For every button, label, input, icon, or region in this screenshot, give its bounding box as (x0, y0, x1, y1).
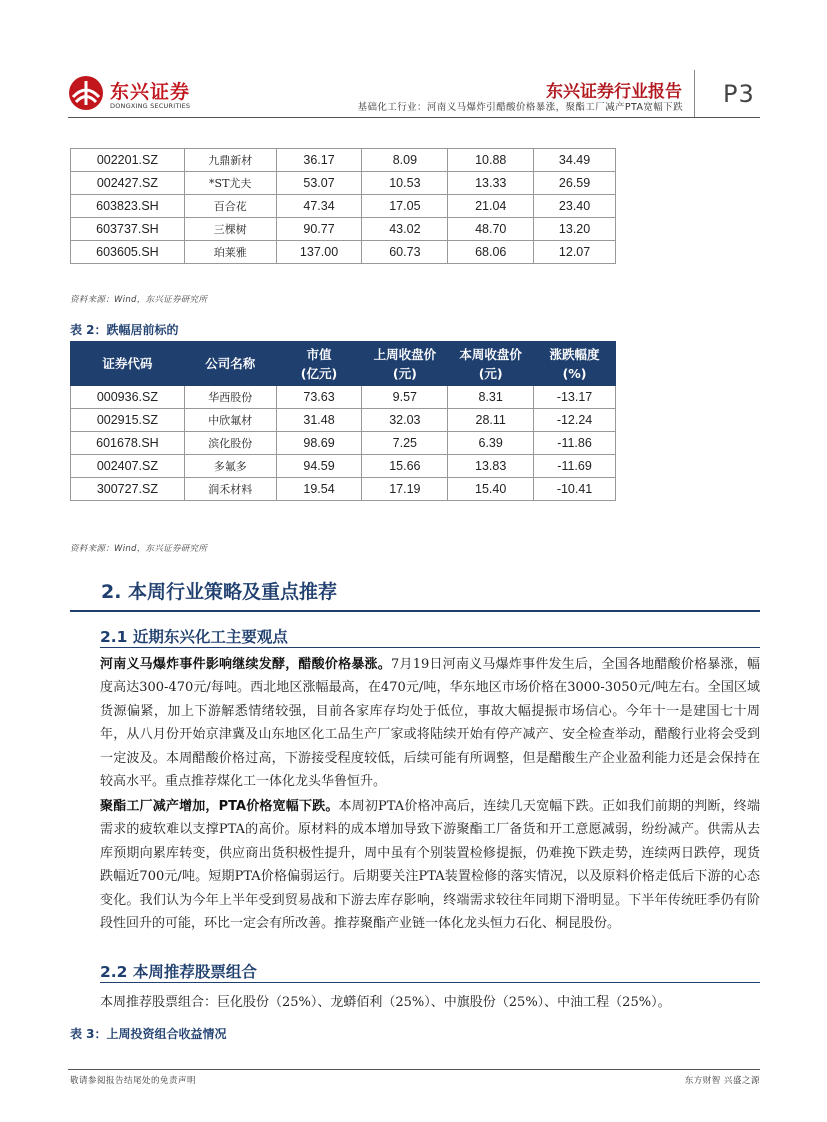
column-header (184, 342, 276, 386)
column-header (534, 342, 616, 386)
paragraph-acetic-acid (100, 653, 760, 793)
stock-code-cell: 603823.SH (71, 195, 185, 218)
table-row (71, 218, 616, 241)
column-header-line: (亿元) (300, 365, 338, 381)
section-heading: 2. 本周行业策略及重点推荐 (101, 581, 338, 603)
subsection-heading-2-2: 2.2 本周推荐股票组合 (100, 963, 257, 981)
value-cell: 15.66 (362, 455, 448, 478)
value-cell: 34.49 (534, 149, 616, 172)
company-name-cell: 三棵树 (184, 218, 276, 241)
column-header (71, 342, 185, 386)
table-row (71, 478, 616, 501)
dongxing-logo-icon (68, 75, 104, 111)
value-cell: 137.00 (276, 241, 362, 264)
value-cell: -11.69 (534, 455, 616, 478)
table-row (71, 432, 616, 455)
column-header-line: 上周收盘价 (373, 346, 437, 362)
company-name-cell: 滨化股份 (184, 432, 276, 455)
company-name-cell: 多氟多 (184, 455, 276, 478)
subsection-rule (100, 647, 760, 648)
company-name-cell: 百合花 (184, 195, 276, 218)
value-cell: 43.02 (362, 218, 448, 241)
column-header-line: 本周收盘价 (459, 346, 522, 362)
footer-slogan: 东方财智 兴盛之源 (684, 1076, 760, 1086)
table-row (71, 241, 616, 264)
value-cell: 23.40 (534, 195, 616, 218)
table3-caption: 表 3：上周投资组合收益情况 (70, 1027, 227, 1041)
paragraph-lead: 聚酯工厂减产增加，PTA价格宽幅下跌。 (100, 799, 339, 814)
value-cell: 15.40 (448, 478, 534, 501)
table-row (71, 149, 616, 172)
value-cell: -13.17 (534, 386, 616, 409)
value-cell: 10.53 (362, 172, 448, 195)
value-cell: 10.88 (448, 149, 534, 172)
header-divider (694, 70, 695, 118)
value-cell: 48.70 (448, 218, 534, 241)
value-cell: 31.48 (276, 409, 362, 432)
value-cell: -10.41 (534, 478, 616, 501)
company-name-cell: 珀莱雅 (184, 241, 276, 264)
value-cell: 94.59 (276, 455, 362, 478)
value-cell: 98.69 (276, 432, 362, 455)
column-header-line: 证券代码 (102, 356, 153, 371)
column-header (276, 342, 362, 386)
table-row (71, 172, 616, 195)
column-header-line: 涨跌幅度 (549, 346, 600, 362)
column-header-line: (元) (392, 365, 417, 381)
table-row (71, 195, 616, 218)
table-row (71, 455, 616, 478)
company-name-cell: 润禾材料 (184, 478, 276, 501)
table-row (71, 386, 616, 409)
report-type-title: 东兴证券行业报告 (546, 82, 682, 102)
paragraph-pta (100, 795, 760, 935)
value-cell: 28.11 (448, 409, 534, 432)
page-number: P3 (723, 80, 755, 108)
value-cell: 8.09 (362, 149, 448, 172)
value-cell: 7.25 (362, 432, 448, 455)
company-logo (68, 75, 196, 115)
stock-code-cell: 000936.SZ (71, 386, 185, 409)
stock-code-cell: 300727.SZ (71, 478, 185, 501)
company-name-cell: *ST尤夫 (184, 172, 276, 195)
value-cell: 9.57 (362, 386, 448, 409)
top-gainers-table (70, 148, 616, 264)
header-rule (68, 117, 760, 118)
paragraph-body: 本周初PTA价格冲高后，连续几天宽幅下跌。正如我们前期的判断，终端需求的疲软难以支撑PTA的高价。原材料的成本增加导致下游聚酯工厂备货和开工意愿减弱，纷纷减产。供需从去库预期向累库转变，供应商出货积极性提升，周中虽有个别装置检修提振，仍难挽下跌走势，连续两日跌停，现货跌幅近700元/吨。短期PTA价格偏弱运行。后期要关注PTA装置检修的落实情况，以及原料价格走低后下游的心态变化。我们认为今年上半年受到贸易战和下游去库存影响，终端需求较往年同期下滑明显。下半年传统旺季仍有阶段性回升的可能，环比一定会有所改善。推荐聚酯产业链一体化龙头恒力石化、桐昆股份。 (100, 799, 760, 932)
table-row (71, 409, 616, 432)
section-heading-rule (70, 610, 760, 612)
value-cell: 17.05 (362, 195, 448, 218)
value-cell: 73.63 (276, 386, 362, 409)
company-name-cell: 九鼎新材 (184, 149, 276, 172)
stock-code-cell: 002915.SZ (71, 409, 185, 432)
logo-chinese-name: 东兴证券 (110, 81, 191, 103)
value-cell: 6.39 (448, 432, 534, 455)
column-header-line: 公司名称 (205, 356, 256, 371)
value-cell: 13.20 (534, 218, 616, 241)
stock-code-cell: 603605.SH (71, 241, 185, 264)
paragraph-lead: 河南义马爆炸事件影响继续发酵，醋酸价格暴涨。 (100, 657, 392, 672)
value-cell: 32.03 (362, 409, 448, 432)
column-header (448, 342, 534, 386)
company-name-cell: 中欣氟材 (184, 409, 276, 432)
value-cell: 12.07 (534, 241, 616, 264)
value-cell: 47.34 (276, 195, 362, 218)
value-cell: -11.86 (534, 432, 616, 455)
subsection-rule (100, 982, 760, 983)
column-header-line: (%) (562, 365, 587, 381)
value-cell: 36.17 (276, 149, 362, 172)
value-cell: 90.77 (276, 218, 362, 241)
subsection-heading-2-1: 2.1 近期东兴化工主要观点 (100, 628, 288, 646)
column-header-line: (元) (478, 365, 503, 381)
stock-code-cell: 002427.SZ (71, 172, 185, 195)
table2-caption: 表 2：跌幅居前标的 (70, 323, 179, 337)
value-cell: 17.19 (362, 478, 448, 501)
company-name-cell: 华西股份 (184, 386, 276, 409)
report-subtitle: 基础化工行业：河南义马爆炸引醋酸价格暴涨，聚酯工厂减产PTA宽幅下跌 (357, 102, 683, 113)
value-cell: 26.59 (534, 172, 616, 195)
stock-code-cell: 002201.SZ (71, 149, 185, 172)
disclaimer-note: 敬请参阅报告结尾处的免责声明 (70, 1076, 197, 1086)
value-cell: 13.33 (448, 172, 534, 195)
value-cell: 21.04 (448, 195, 534, 218)
value-cell: -12.24 (534, 409, 616, 432)
top-losers-table (70, 341, 616, 501)
value-cell: 8.31 (448, 386, 534, 409)
column-header-line: 市值 (306, 346, 332, 362)
stock-code-cell: 603737.SH (71, 218, 185, 241)
stock-code-cell: 601678.SH (71, 432, 185, 455)
value-cell: 53.07 (276, 172, 362, 195)
paragraph-portfolio: 本周推荐股票组合：巨化股份（25%）、龙蟒佰利（25%）、中旗股份（25%）、中油工程（25%）。 (100, 995, 671, 1010)
value-cell: 60.73 (362, 241, 448, 264)
paragraph-body: 7月19日河南义马爆炸事件发生后，全国各地醋酸价格暴涨，幅度高达300-470元/每吨。西北地区涨幅最高，在470元/吨，华东地区市场价格在3000-3050元/吨左右。全国区域货源偏紧，加上下游解悉情绪较强，目前各家库存均处于低位，事故大幅提振市场信心。今年十一是建国七十周年，从八月份开始京津冀及山东地区化工品生产厂家或将陆续开始有停产减产、安全检查举动，醋酸行业将会受到一定波及。本周醋酸价格过高，下游接受程度较低，后续可能有所调整，但是醋酸生产企业盈利能力还是会保持在较高水平。重点推荐煤化工一体化龙头华鲁恒升。 (100, 657, 760, 790)
footer-rule (68, 1069, 760, 1070)
value-cell: 19.54 (276, 478, 362, 501)
table1-source: 资料来源：Wind，东兴证券研究所 (70, 295, 208, 305)
value-cell: 68.06 (448, 241, 534, 264)
column-header (362, 342, 448, 386)
value-cell: 13.83 (448, 455, 534, 478)
logo-english-name: DONGXING SECURITIES (110, 102, 191, 110)
table2-source: 资料来源：Wind，东兴证券研究所 (70, 544, 208, 554)
stock-code-cell: 002407.SZ (71, 455, 185, 478)
